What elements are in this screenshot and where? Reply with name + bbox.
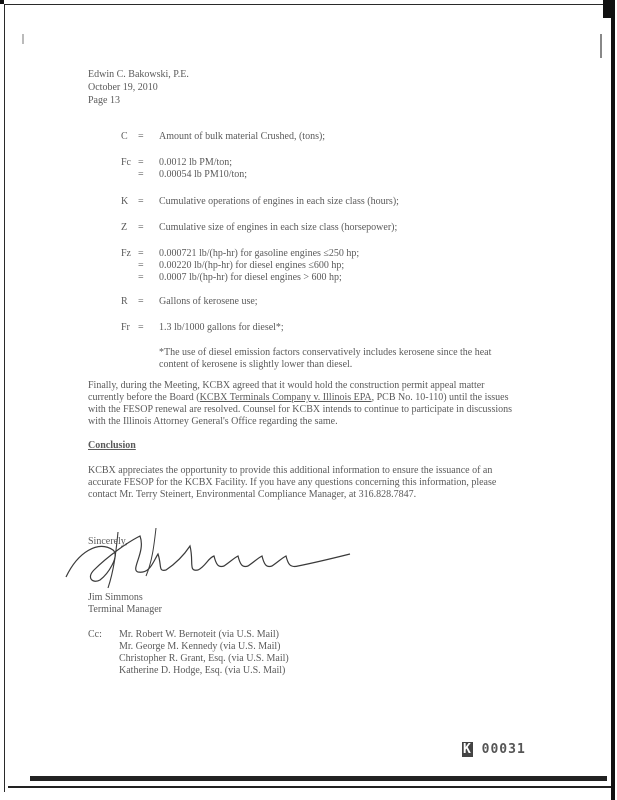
scan-edge-mark xyxy=(0,0,4,4)
recipient-line: Edwin C. Bakowski, P.E. xyxy=(88,69,189,80)
scan-bottom-line xyxy=(8,786,611,788)
scan-right-edge xyxy=(611,0,615,800)
symbol-fc: Fc xyxy=(121,157,131,168)
equals-sign: = xyxy=(138,169,144,180)
symbol-fr: Fr xyxy=(121,322,130,333)
cc-recipient: Katherine D. Hodge, Esq. (via U.S. Mail) xyxy=(119,665,286,676)
equals-sign: = xyxy=(138,157,144,168)
symbol-fz: Fz xyxy=(121,248,131,259)
definition-fz-3: 0.0007 lb/(hp-hr) for diesel engines > 600 hp; xyxy=(159,272,342,283)
signer-title: Terminal Manager xyxy=(88,604,162,615)
equals-sign: = xyxy=(138,131,144,142)
definition-fz-2: 0.00220 lb/(hp-hr) for diesel engines ≤600 hp; xyxy=(159,260,345,271)
case-name: KCBX Terminals Company v. Illinois EPA xyxy=(199,392,372,403)
definition-r: Gallons of kerosene use; xyxy=(159,296,258,307)
definition-fr: 1.3 lb/1000 gallons for diesel*; xyxy=(159,322,284,333)
conclusion-paragraph: KCBX appreciates the opportunity to provide this additional information to ensure the issuance of an accurate FESOP for the KCBX Facility. If you have any questions concerning this information, please contact Mr. Terry Steinert, Environmental Compliance Manager, at 316.828.7847. xyxy=(88,465,497,500)
bates-prefix: K xyxy=(463,742,472,757)
cc-recipient: Mr. George M. Kennedy (via U.S. Mail) xyxy=(119,641,281,652)
scan-bottom-edge xyxy=(30,776,607,781)
equals-sign: = xyxy=(138,322,144,333)
signer-name: Jim Simmons xyxy=(88,592,143,603)
symbol-c: C xyxy=(121,131,128,142)
cc-recipient: Mr. Robert W. Bernoteit (via U.S. Mail) xyxy=(119,629,279,640)
paragraph-text: , PCB No. 10-110) until the issues with the FESOP renewal are resolved. Counsel for KCBX intends to continue to participate in discussions with the Illinois Attorney General's Office regarding the same. xyxy=(88,392,513,427)
bates-stamp xyxy=(462,742,526,757)
scan-artifact xyxy=(600,34,602,58)
cc-recipient: Christopher R. Grant, Esq. (via U.S. Mail) xyxy=(119,653,289,664)
scan-artifact xyxy=(22,34,24,44)
equals-sign: = xyxy=(138,272,144,283)
symbol-r: R xyxy=(121,296,128,307)
paragraph-text: Finally, during the Meeting, KCBX agreed that it would hold the construction permit appeal matter currently before the Board ( xyxy=(88,380,485,403)
definition-fz-1: 0.000721 lb/(hp-hr) for gasoline engines ≤250 hp; xyxy=(159,248,360,259)
conclusion-heading: Conclusion xyxy=(88,440,136,451)
date-line: October 19, 2010 xyxy=(88,82,158,93)
cc-label: Cc: xyxy=(88,629,102,640)
handwritten-signature xyxy=(58,522,358,592)
symbol-k: K xyxy=(121,196,129,207)
definition-c: Amount of bulk material Crushed, (tons); xyxy=(159,131,326,142)
definition-z: Cumulative size of engines in each size class (horsepower); xyxy=(159,222,398,233)
closing: Sincerely, xyxy=(88,536,128,547)
equals-sign: = xyxy=(138,222,144,233)
equals-sign: = xyxy=(138,260,144,271)
page-number-line: Page 13 xyxy=(88,95,120,106)
definition-fc-1: 0.0012 lb PM/ton; xyxy=(159,157,233,168)
bates-number: 00031 xyxy=(481,742,526,757)
equals-sign: = xyxy=(138,296,144,307)
symbol-z: Z xyxy=(121,222,128,233)
definition-k: Cumulative operations of engines in each size class (hours); xyxy=(159,196,399,207)
equals-sign: = xyxy=(138,248,144,259)
meeting-paragraph xyxy=(88,380,518,428)
definition-fc-2: 0.00054 lb PM10/ton; xyxy=(159,169,248,180)
footnote: *The use of diesel emission factors conservatively includes kerosene since the heat content of kerosene is slightly lower than diesel. xyxy=(159,347,492,370)
scan-right-edge-top xyxy=(603,0,611,18)
equals-sign: = xyxy=(138,196,144,207)
